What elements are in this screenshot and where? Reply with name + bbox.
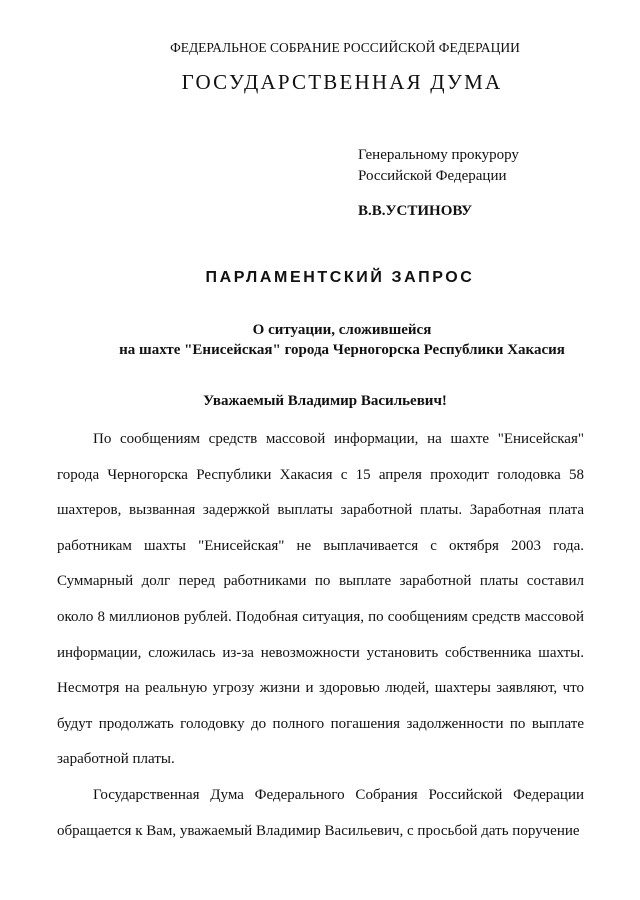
body-paragraph-1: По сообщениям средств массовой информации, на шахте "Енисейская" города Черногорска Республики Хакасия с 15 апреля проходит голодовка 58 шахтеров, вызванная задержкой выплаты заработной платы. Заработная плата работникам шахты "Енисейская" не выплачивается с октября 2003 года. Суммарный долг перед работниками по выплате заработной платы составил около 8 миллионов рублей. Подобная ситуация, по сообщениям средств массовой информации, сложилась из-за невозможности установить собственника шахты. Несмотря на реальную угрозу жизни и здоровью людей, шахтеры заявляют, что будут продолжать голодовку до полного погашения задолженности по выплате заработной платы.: [57, 431, 584, 768]
salutation: Уважаемый Владимир Васильевич!: [203, 393, 447, 409]
addressee-block: [358, 145, 519, 187]
subject-line-1: О ситуации, сложившейся: [252, 322, 432, 338]
addressee-organization: Российской Федерации: [358, 168, 507, 184]
addressee-name: В.В.УСТИНОВУ: [358, 203, 473, 219]
assembly-header: ФЕДЕРАЛЬНОЕ СОБРАНИЕ РОССИЙСКОЙ ФЕДЕРАЦИИ: [170, 40, 520, 55]
document-type-title: ПАРЛАМЕНТСКИЙ ЗАПРОС: [205, 269, 475, 286]
duma-header: ГОСУДАРСТВЕННАЯ ДУМА: [181, 70, 503, 94]
document-subject: [0, 320, 640, 360]
body-paragraph-2: Государственная Дума Федерального Собрания Российской Федерации обращается к Вам, уважаемый Владимир Васильевич, с просьбой дать поручение: [57, 786, 584, 839]
body-text: [57, 422, 584, 849]
subject-line-2: на шахте "Енисейская" города Черногорска Республики Хакасия: [119, 342, 565, 358]
addressee-position: Генеральному прокурору: [358, 147, 519, 163]
